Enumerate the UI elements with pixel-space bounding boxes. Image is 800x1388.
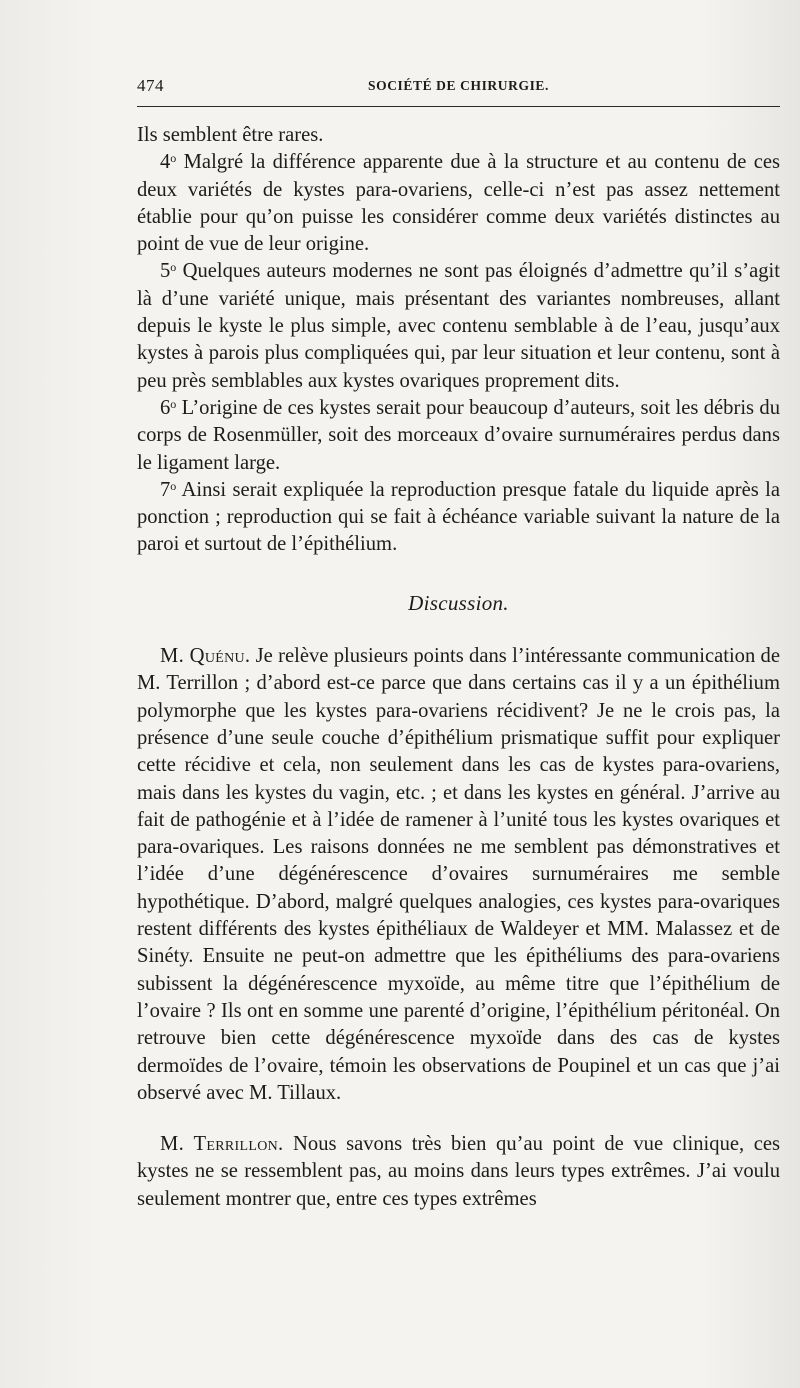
page-header [137, 76, 780, 98]
paragraph-4 [137, 395, 780, 477]
discussion-heading: Discussion. [408, 590, 509, 615]
body-text [137, 122, 780, 1213]
paragraph-2 [137, 149, 780, 258]
item-number-7: 7 [160, 478, 171, 501]
degree-mark: o [170, 260, 177, 275]
page-number: 474 [137, 76, 164, 95]
terrillon-remark-text: Nous savons très bien qu’au point de vue clinique, ces kystes ne se ressemblent pas, au moins dans leurs types extrêmes. J’ai voulu seulement montrer que, entre ces types extrêmes [137, 1133, 781, 1210]
terrillon-remark [137, 1131, 780, 1213]
speaker-terrillon: M. Terrillon. [160, 1133, 284, 1156]
item-number-4: 4 [160, 151, 171, 174]
paragraph-5-text: Ainsi serait expliquée la reproduction presque fatale du liquide après la ponction ; reproduction qui se fait à échéance variable suivant la nature de la paroi et surtout de l’épithélium. [137, 478, 780, 556]
degree-mark: o [170, 396, 177, 411]
paragraph-1-text: Ils semblent être rares. [137, 124, 324, 146]
item-number-6: 6 [160, 396, 171, 419]
paragraph-4-text: L’origine de ces kystes serait pour beaucoup d’auteurs, soit les débris du corps de Rosenmüller, soit des morceaux d’ovaire surnuméraires perdus dans le ligament large. [137, 396, 780, 474]
running-head: SOCIÉTÉ DE CHIRURGIE. [367, 78, 549, 93]
degree-mark: o [170, 151, 177, 166]
paragraph-3-text: Quelques auteurs modernes ne sont pas éloignés d’admettre qu’il s’agit là d’une variété unique, mais présentant des variantes nombreuses, allant depuis le kyste le plus simple, avec contenu semblable à de l’eau, jusqu’aux kystes à parois plus compliquées qui, par leur situation et leur contenu, sont à peu près semblables aux kystes ovariques proprement dits. [137, 260, 780, 392]
quenu-remark-text: Je relève plusieurs points dans l’intéressante communication de M. Terrillon ; d’abord est-ce parce que dans certains cas il y a un épithélium polymorphe que les kystes para-ovariens récidivent? Je ne le crois pas, la présence d’une seule couche d’épithélium prismatique suffit pour expliquer cette récidive et cela, non seulement dans les cas de kystes para-ovariens, mais dans les kystes du vagin, etc. ; et dans les kystes en général. J’arrive au fait de pathogénie et à l’idée de ramener à l’unité tous les kystes ovariques et para-ovariques. Les raisons données ne me semblent pas démonstratives et l’idée d’une dégénérescence d’ovaires surnuméraires me semble hypothétique. D’abord, malgré quelques analogies, ces kystes para-ovariques restent différents des kystes épithéliaux de Waldeyer et MM. Malassez et de Sinéty. Ensuite ne peut-on admettre que les épithéliums des para-ovariens subissent la dégénérescence myxoïde, au même titre que l’épithélium de l’ovaire ? Ils ont en somme une parenté d’origine, l’épithélium péritonéal. On retrouve bien cette dégénérescence myxoïde dans des cas de kystes dermoïdes de l’ovaire, témoin les observations de Poupinel et un cas que j’ai observé avec M. Tillaux. [137, 645, 780, 1104]
paragraph-3 [137, 258, 780, 394]
header-rule [137, 106, 780, 107]
degree-mark: o [170, 478, 177, 493]
paragraph-2-text: Malgré la différence apparente due à la structure et au contenu de ces deux variétés de kystes para-ovariens, celle-ci n’est pas assez nettement établie pour qu’on puisse les considérer comme deux variétés distinctes au point de vue de leur origine. [137, 151, 780, 256]
paragraph-1 [137, 122, 780, 149]
paragraph-5 [137, 477, 780, 559]
item-number-5: 5 [160, 260, 171, 283]
speaker-quenu: M. Quénu. [160, 645, 251, 668]
quenu-remark [137, 643, 780, 1107]
